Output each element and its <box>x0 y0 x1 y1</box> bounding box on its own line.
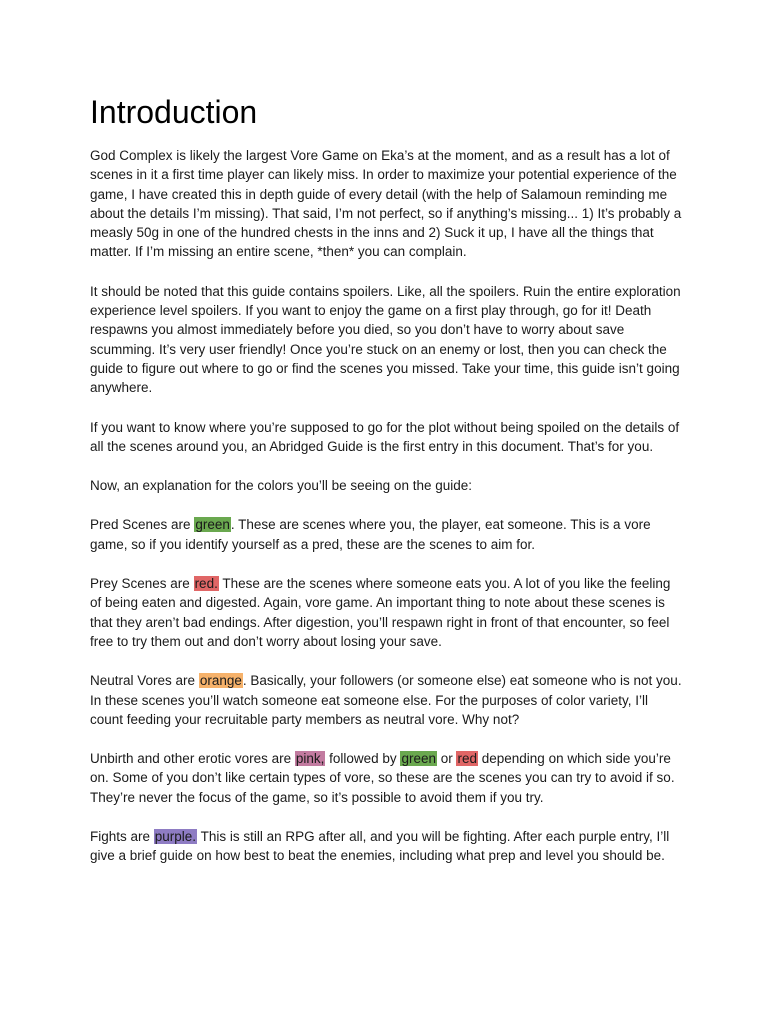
prey-paragraph <box>90 574 682 651</box>
red-highlight: red. <box>194 576 218 592</box>
neutral-text-before: Neutral Vores are <box>90 673 199 689</box>
green-highlight: green <box>195 517 230 533</box>
prey-text-after: These are the scenes where someone eats you. A lot of you like the feeling of being eaten and digested. Again, vore game. An important thing to note about these scenes is that they aren’t bad endings. After digestion, you’ll respawn right in front of that encounter, so feel free to try them out and don’t worry about losing your save. <box>90 576 671 649</box>
fights-text-after: This is still an RPG after all, and you will be fighting. After each purple entry, I’ll give a brief guide on how best to beat the enemies, including what prep and level you should be. <box>90 829 670 864</box>
pred-text-after: . These are scenes where you, the player, eat someone. This is a vore game, so if you identify yourself as a pred, these are the scenes to aim for. <box>90 517 651 552</box>
spoiler-paragraph: It should be noted that this guide contains spoilers. Like, all the spoilers. Ruin the entire exploration experience level spoilers. If you want to enjoy the game on a first play through, go for it! Death respawns you almost immediately before you died, so you don’t have to worry about save scumming. It’s very user friendly! Once you’re stuck on an enemy or lost, then you can check the guide to figure out where to go or find the scenes you missed. Take your time, this guide isn’t going anywhere. <box>90 283 681 396</box>
pink-highlight: pink, <box>295 751 325 767</box>
fights-text-before: Fights are <box>90 829 154 845</box>
neutral-paragraph <box>90 671 682 729</box>
red-highlight-secondary: red <box>457 751 477 767</box>
colors-intro-paragraph: Now, an explanation for the colors you’ll be seeing on the guide: <box>90 478 473 494</box>
fights-paragraph <box>90 827 682 866</box>
prey-text-before: Prey Scenes are <box>90 576 194 592</box>
document-page <box>90 92 682 886</box>
green-highlight-secondary: green <box>401 751 436 767</box>
orange-highlight: orange <box>199 673 242 689</box>
neutral-text-after: . Basically, your followers (or someone else) eat someone who is not you. In these scenes you’ll watch someone eat someone else. For the purposes of color variety, I’ll count feeding your recruitable party members as neutral vore. Why not? <box>90 673 682 727</box>
pred-text-before: Pred Scenes are <box>90 517 195 533</box>
intro-paragraph: God Complex is likely the largest Vore Game on Eka’s at the moment, and as a result has a lot of scenes in it a first time player can likely miss. In order to maximize your potential experience of the game, I have created this in depth guide of every detail (with the help of Salamoun reminding me about the details I’m missing). That said, I’m not perfect, so if anything’s missing... 1) It’s probably a measly 50g in one of the hundred chests in the inns and 2) Suck it up, I have all the things that matter. If I’m missing an entire scene, *then* you can complain. <box>90 148 682 260</box>
purple-highlight: purple. <box>154 829 197 845</box>
unbirth-text-before: Unbirth and other erotic vores are <box>90 751 295 767</box>
unbirth-text-or: or <box>436 751 457 767</box>
unbirth-text-middle: followed by <box>325 751 401 767</box>
pred-paragraph <box>90 515 682 554</box>
unbirth-text-after: depending on which side you’re on. Some of you don’t like certain types of vore, so these are the scenes you can try to avoid if so. They’re never the focus of the game, so it’s possible to avoid them if you try. <box>90 751 675 805</box>
abridged-guide-paragraph: If you want to know where you’re supposed to go for the plot without being spoiled on the details of all the scenes around you, an Abridged Guide is the first entry in this document. That’s for you. <box>90 419 680 454</box>
page-title: Introduction <box>90 94 258 130</box>
unbirth-paragraph <box>90 749 682 807</box>
